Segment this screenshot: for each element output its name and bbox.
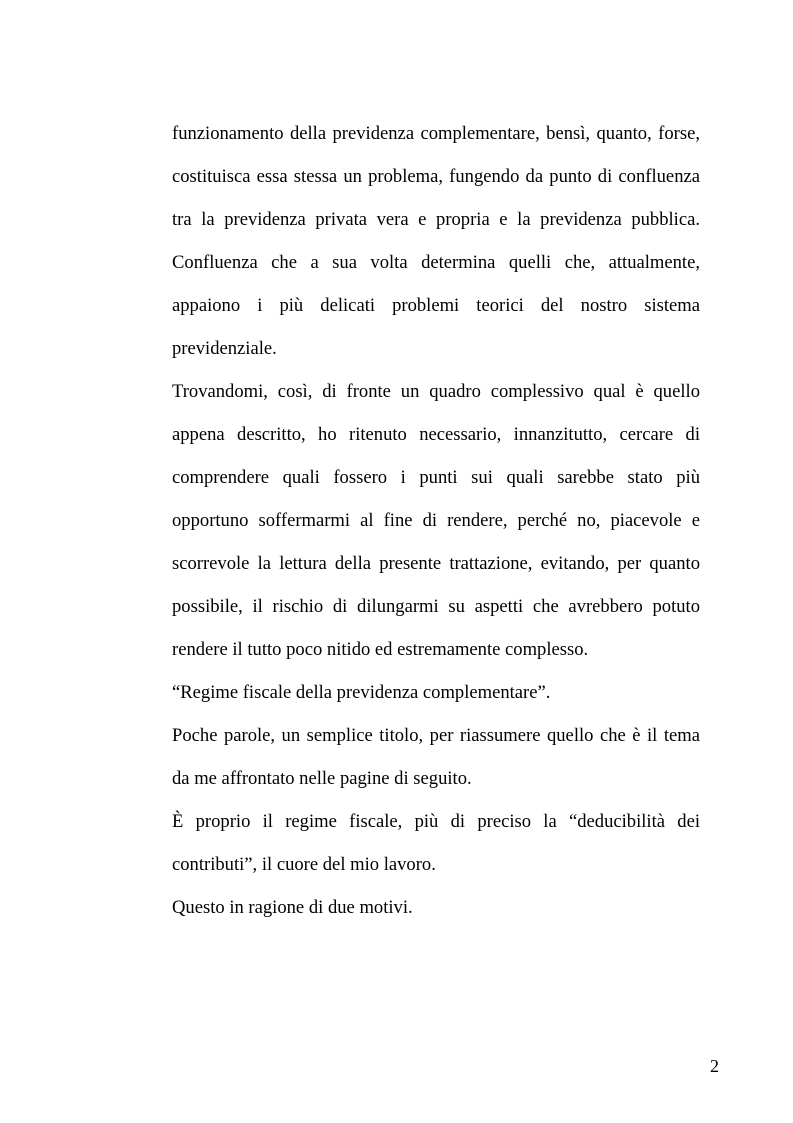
paragraph-core: È proprio il regime fiscale, più di preciso la “deducibilità dei contributi”, il cuore del mio lavoro. (172, 811, 700, 875)
paragraph-theme: Poche parole, un semplice titolo, per riassumere quello che è il tema da me affrontato nelle pagine di seguito. (172, 725, 700, 789)
paragraph-quoted-title: “Regime fiscale della previdenza complementare”. (172, 682, 551, 703)
paragraph-reasons: Questo in ragione di due motivi. (172, 897, 413, 918)
page-number: 2 (710, 1056, 719, 1076)
body-text (172, 112, 700, 929)
paragraph-continuation: funzionamento della previdenza complementare, bensì, quanto, forse, costituisca essa stessa un problema, fungendo da punto di confluenza tra la previdenza privata vera e propria e la previdenza pubblica. Confluenza che a sua volta determina quelli che, attualmente, appaiono i più delicati problemi teorici del nostro sistema previdenziale. (172, 123, 700, 359)
paragraph-overview: Trovandomi, così, di fronte un quadro complessivo qual è quello appena descritto, ho ritenuto necessario, innanzitutto, cercare di comprendere quali fossero i punti sui quali sarebbe stato più opportuno soffermarmi al fine di rendere, perché no, piacevole e scorrevole la lettura della presente trattazione, evitando, per quanto possibile, il rischio di dilungarmi su aspetti che avrebbero potuto rendere il tutto poco nitido ed estremamente complesso. (172, 381, 700, 660)
